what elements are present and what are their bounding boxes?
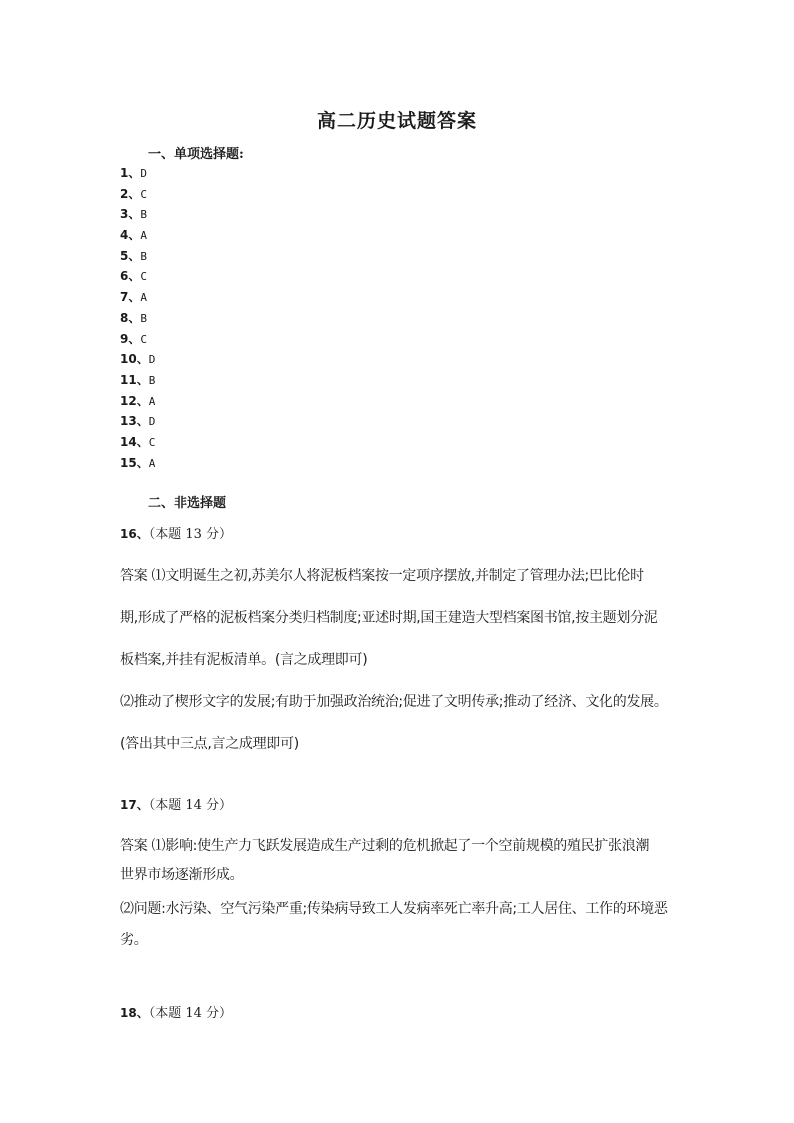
section1-heading: 一、单项选择题: [148,147,244,162]
answer-letter: A [148,456,156,470]
list-item [120,268,155,289]
q17-answer-line-2: 世界市场逐渐形成。 [120,867,244,883]
question-number: 4、 [120,228,141,243]
q18-header [120,1002,232,1021]
answer-letter: D [148,353,156,367]
q16-number: 16、 [120,527,149,541]
answer-letter: C [140,187,147,201]
q17-score: （本题 14 分） [148,798,233,813]
q17-number: 17、 [120,798,149,812]
question-number: 13、 [120,414,149,429]
q16-answer-line-4: ⑵推动了楔形文字的发展;有助于加强政治统治;促进了文明传承;推动了经济、文化的发展。 [120,694,668,710]
q17-answer-line-1: 答案 ⑴影响:使生产力飞跃发展造成生产过剩的危机掀起了一个空前规模的殖民扩张浪潮 [120,838,650,854]
list-item [120,455,155,476]
list-item [120,393,155,414]
page-title: 高二历史试题答案 [316,110,477,132]
q17-answer-line-3: ⑵问题:水污染、空气污染严重;传染病导致工人发病率死亡率升高;工人居住、工作的环境恶 [120,901,668,917]
question-number: 6、 [120,269,141,284]
answer-letter: B [140,311,147,325]
q18-number: 18、 [120,1006,149,1020]
list-item [120,165,155,186]
q18-score: （本题 14 分） [148,1006,233,1021]
q16-score: （本题 13 分） [148,527,233,542]
list-item [120,206,155,227]
list-item [120,289,155,310]
question-number: 8、 [120,310,141,325]
question-number: 3、 [120,207,141,222]
answer-letter: C [140,270,147,284]
question-number: 10、 [120,352,149,367]
answer-letter: A [148,394,156,408]
answer-letter: D [148,415,156,429]
q17-answer-line-4: 劣。 [120,932,148,948]
q16-answer-line-1: 答案 ⑴文明诞生之初,苏美尔人将泥板档案按一定项序摆放,并制定了管理办法;巴比伦时 [120,568,644,584]
question-number: 9、 [120,331,141,346]
question-number: 2、 [120,186,141,201]
answer-letter: B [140,208,147,222]
list-item [120,434,155,455]
answer-letter: A [140,291,147,305]
list-item [120,413,155,434]
question-number: 12、 [120,393,149,408]
question-number: 5、 [120,248,141,263]
answer-letter: C [140,332,147,346]
answer-letter: B [148,373,156,387]
q16-answer-line-5: (答出其中三点,言之成理即可) [120,736,299,752]
list-item [120,227,155,248]
question-number: 1、 [120,166,141,180]
answer-letter: A [140,229,147,243]
question-number: 11、 [120,372,149,387]
q17-header [120,794,232,813]
list-item [120,248,155,269]
question-number: 14、 [120,434,149,449]
mcq-answer-list [120,165,155,475]
list-item [120,331,155,352]
list-item [120,372,155,393]
q16-header [120,523,232,542]
list-item [120,310,155,331]
answer-letter: D [140,167,147,180]
section2-heading: 二、非选择题 [148,496,227,511]
q16-answer-line-3: 板档案,并挂有泥板清单。(言之成理即可) [120,652,368,668]
question-number: 7、 [120,290,141,305]
list-item [120,186,155,207]
question-number: 15、 [120,455,149,470]
answer-letter: C [148,435,156,449]
q16-answer-line-2: 期,形成了严格的泥板档案分类归档制度;亚述时期,国王建造大型档案图书馆,按主题划分泥 [120,610,658,626]
answer-letter: B [140,249,147,263]
list-item [120,351,155,372]
